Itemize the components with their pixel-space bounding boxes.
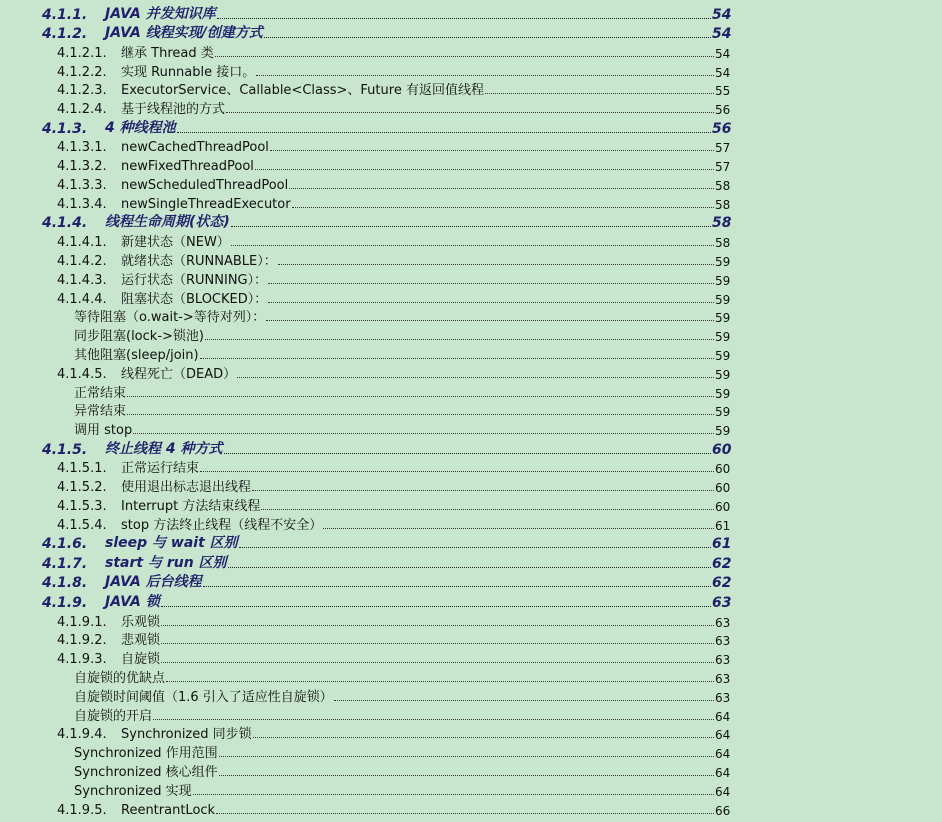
- toc-entry[interactable]: [0, 288, 942, 307]
- toc-entry-title: 继承 Thread 类: [121, 45, 214, 61]
- toc-entry-title: 自旋锁的开启: [74, 708, 153, 724]
- dot-leader: [264, 36, 711, 38]
- toc-entry-page-number: 64: [715, 747, 731, 762]
- toc-entry-page-number: 59: [715, 311, 731, 326]
- toc-entry-title: 同步阻塞(lock->锁池): [74, 329, 204, 345]
- toc-entry-title: stop 方法终止线程（线程不安全）: [121, 517, 323, 533]
- toc-entry-page-number: 58: [715, 197, 731, 212]
- toc-entry-number: 4.1.9.4.: [57, 727, 107, 743]
- toc-entry-page-number: 60: [715, 500, 731, 515]
- toc-entry[interactable]: [0, 552, 942, 572]
- toc-entry-title: JAVA 锁: [105, 593, 160, 610]
- dot-leader: [161, 605, 711, 607]
- toc-entry-number: 4.1.3.1.: [57, 140, 107, 156]
- toc-entry-number: 4.1.4.3.: [57, 272, 107, 288]
- toc-entry-page-number: 64: [715, 709, 731, 724]
- dot-leader: [268, 282, 714, 284]
- dot-leader: [217, 17, 711, 19]
- toc-entry-page-number: 64: [715, 728, 731, 743]
- toc-entry[interactable]: [0, 307, 942, 326]
- dot-leader: [231, 244, 714, 246]
- dot-leader: [226, 111, 714, 113]
- toc-entry-title: JAVA 并发知识库: [105, 5, 216, 22]
- toc-entry-page-number: 59: [715, 273, 731, 288]
- toc-entry-title: newFixedThreadPool: [121, 159, 254, 175]
- toc-entry-page-number: 54: [715, 65, 731, 80]
- toc-entry-title: JAVA 线程实现/创建方式: [105, 25, 263, 41]
- toc-entry[interactable]: [0, 799, 942, 818]
- toc-entry-number: 4.1.5.2.: [57, 480, 107, 496]
- toc-entry[interactable]: [0, 611, 942, 630]
- toc-entry[interactable]: [0, 382, 942, 401]
- toc-entry[interactable]: [0, 667, 942, 686]
- toc-entry-title: 运行状态（RUNNING）：: [121, 272, 268, 288]
- dot-leader: [268, 301, 714, 303]
- dot-leader: [133, 432, 714, 434]
- toc-entry-title: 异常结束: [74, 404, 127, 420]
- toc-entry-page-number: 64: [715, 784, 731, 799]
- toc-entry-page-number: 63: [715, 653, 731, 668]
- toc-entry-title: ReentrantLock: [121, 802, 216, 818]
- toc-entry-page-number: 54: [712, 26, 732, 42]
- toc-entry[interactable]: [0, 137, 942, 156]
- toc-entry-title: 悲观锁: [121, 633, 161, 649]
- toc-entry-page-number: 54: [712, 6, 732, 23]
- dot-leader: [219, 755, 714, 757]
- toc-entry[interactable]: [0, 591, 942, 611]
- toc-entry[interactable]: [0, 438, 942, 458]
- dot-leader: [261, 508, 714, 510]
- dot-leader: [200, 470, 714, 472]
- toc-entry[interactable]: [0, 193, 942, 212]
- toc-entry-title: ExecutorService、Callable<Class>、Future 有返回值线程: [121, 83, 484, 99]
- dot-leader: [252, 489, 714, 491]
- dot-leader: [237, 376, 714, 378]
- dot-leader: [153, 718, 714, 720]
- dot-leader: [253, 736, 714, 738]
- toc-entry[interactable]: [0, 458, 942, 477]
- toc-entry-title: 其他阻塞(sleep/join): [74, 347, 199, 363]
- toc-entry-number: 4.1.2.3.: [57, 83, 107, 99]
- toc-entry-page-number: 59: [715, 424, 731, 439]
- toc-entry-title: 正常运行结束: [121, 461, 200, 477]
- toc-entry-number: 4.1.2.4.: [57, 102, 107, 118]
- toc-entry[interactable]: [0, 780, 942, 799]
- toc-entry-number: 4.1.1.: [42, 6, 88, 23]
- toc-entry-title: 实现 Runnable 接口。: [121, 64, 256, 80]
- toc-entry-number: 4.1.3.4.: [57, 196, 107, 212]
- toc-entry[interactable]: [0, 724, 942, 743]
- toc-entry[interactable]: [0, 174, 942, 193]
- dot-leader: [278, 263, 714, 265]
- toc-entry-page-number: 61: [712, 536, 732, 553]
- toc-entry-number: 4.1.9.2.: [57, 633, 107, 649]
- toc-entry-title: 新建状态（NEW）: [121, 235, 230, 251]
- toc-entry-page-number: 60: [715, 481, 731, 496]
- toc-entry-page-number: 58: [712, 215, 732, 232]
- toc-entry[interactable]: [0, 495, 942, 514]
- toc-entry-number: 4.1.9.3.: [57, 652, 107, 668]
- toc-entry-page-number: 58: [715, 179, 731, 194]
- toc-entry-page-number: 59: [715, 367, 731, 382]
- toc-entry-number: 4.1.4.1.: [57, 235, 107, 251]
- toc-entry-page-number: 59: [715, 405, 731, 420]
- toc-entry[interactable]: [0, 42, 942, 61]
- toc-entry-number: 4.1.5.3.: [57, 499, 107, 515]
- toc-entry[interactable]: [0, 648, 942, 667]
- toc-entry-page-number: 59: [715, 348, 731, 363]
- toc-entry[interactable]: [0, 705, 942, 724]
- toc-entry-title: 乐观锁: [121, 614, 161, 630]
- dot-leader: [127, 413, 714, 415]
- dot-leader: [215, 55, 714, 57]
- toc-entry-number: 4.1.9.1.: [57, 614, 107, 630]
- toc-entry-page-number: 63: [715, 615, 731, 630]
- toc-entry-page-number: 60: [712, 441, 732, 458]
- toc-entry[interactable]: [0, 231, 942, 250]
- dot-leader: [228, 566, 711, 568]
- toc-entry-page-number: 59: [715, 292, 731, 307]
- toc-entry-title: Synchronized 实现: [74, 783, 192, 799]
- dot-leader: [161, 642, 714, 644]
- toc-entry[interactable]: [0, 98, 942, 117]
- toc-entry[interactable]: [0, 419, 942, 438]
- toc-entry-number: 4.1.5.1.: [57, 461, 107, 477]
- toc-entry-number: 4.1.8.: [42, 575, 88, 592]
- toc-entry-number: 4.1.3.: [42, 120, 88, 137]
- toc-entry-page-number: 57: [715, 141, 731, 156]
- toc-entry-number: 4.1.4.2.: [57, 253, 107, 269]
- toc-entry[interactable]: [0, 80, 942, 99]
- toc-entry[interactable]: [0, 155, 942, 174]
- toc-entry-page-number: 59: [715, 386, 731, 401]
- toc-entry-page-number: 54: [715, 46, 731, 61]
- toc-entry-page-number: 63: [715, 672, 731, 687]
- toc-entry-page-number: 64: [715, 766, 731, 780]
- dot-leader: [166, 680, 714, 682]
- toc-entry[interactable]: [0, 325, 942, 344]
- toc-entry-page-number: 63: [715, 634, 731, 649]
- toc-entry-title: 调用 stop: [74, 423, 133, 439]
- dot-leader: [255, 168, 714, 170]
- toc-entry-title: 就绪状态（RUNNABLE）：: [121, 253, 277, 269]
- toc-entry[interactable]: [0, 742, 942, 761]
- table-of-contents: [0, 3, 942, 818]
- toc-entry[interactable]: [0, 514, 942, 533]
- toc-entry-number: 4.1.9.: [42, 594, 88, 611]
- dot-leader: [161, 624, 714, 626]
- toc-entry-page-number: 57: [715, 160, 731, 175]
- toc-entry-number: 4.1.5.4.: [57, 517, 107, 533]
- toc-entry-page-number: 59: [715, 254, 731, 269]
- toc-entry[interactable]: [0, 250, 942, 269]
- toc-entry-number: 4.1.2.2.: [57, 64, 107, 80]
- dot-leader: [161, 661, 714, 663]
- toc-entry[interactable]: [0, 686, 942, 705]
- toc-entry[interactable]: [0, 363, 942, 382]
- toc-entry-title: 线程生命周期(状态): [105, 214, 230, 231]
- toc-entry-number: 4.1.6.: [42, 536, 88, 553]
- toc-entry-title: newCachedThreadPool: [121, 140, 269, 156]
- toc-entry-page-number: 55: [715, 84, 731, 99]
- toc-entry-title: 等待阻塞（o.wait->等待对列）：: [74, 310, 266, 326]
- toc-entry-page-number: 61: [715, 518, 731, 533]
- toc-entry-page-number: 58: [715, 236, 731, 251]
- toc-entry-title: newScheduledThreadPool: [121, 178, 289, 194]
- dot-leader: [200, 357, 714, 359]
- toc-entry-page-number: 66: [715, 803, 731, 818]
- toc-entry[interactable]: [0, 117, 942, 137]
- dot-leader: [177, 131, 711, 133]
- toc-entry-title: 终止线程 4 种方式: [105, 440, 223, 457]
- toc-entry-title: start 与 run 区别: [105, 554, 227, 571]
- toc-entry-title: Synchronized 同步锁: [121, 727, 252, 743]
- toc-entry-number: 4.1.2.1.: [57, 45, 107, 61]
- dot-leader: [239, 546, 711, 548]
- toc-entry-title: 阻塞状态（BLOCKED）：: [121, 291, 268, 307]
- toc-entry-title: sleep 与 wait 区别: [105, 535, 238, 552]
- dot-leader: [289, 187, 714, 189]
- toc-entry[interactable]: [0, 630, 942, 649]
- dot-leader: [219, 774, 714, 776]
- toc-entry-number: 4.1.7.: [42, 555, 88, 572]
- toc-entry-number: 4.1.4.4.: [57, 291, 107, 307]
- dot-leader: [485, 92, 714, 94]
- toc-entry-page-number: 59: [715, 330, 731, 345]
- toc-entry[interactable]: [0, 761, 942, 780]
- dot-leader: [323, 527, 714, 529]
- toc-entry-page-number: 56: [712, 120, 732, 137]
- toc-entry-number: 4.1.5.: [42, 441, 88, 458]
- toc-entry[interactable]: [0, 269, 942, 288]
- dot-leader: [256, 74, 714, 76]
- toc-entry-title: Synchronized 作用范围: [74, 746, 218, 762]
- dot-leader: [231, 225, 711, 227]
- toc-entry-title: JAVA 后台线程: [105, 574, 202, 591]
- dot-leader: [334, 699, 714, 701]
- toc-entry[interactable]: [0, 3, 942, 23]
- toc-entry-title: 线程死亡（DEAD）: [121, 366, 237, 382]
- toc-entry-page-number: 62: [712, 575, 732, 592]
- toc-entry-number: 4.1.4.: [42, 215, 88, 232]
- toc-entry-title: 使用退出标志退出线程: [121, 480, 252, 496]
- toc-entry-number: 4.1.2.: [42, 26, 88, 42]
- toc-entry-title: newSingleThreadExecutor: [121, 196, 291, 212]
- dot-leader: [203, 585, 711, 587]
- toc-entry-title: 4 种线程池: [105, 119, 176, 136]
- toc-entry-number: 4.1.3.3.: [57, 178, 107, 194]
- toc-entry-title: 自旋锁: [121, 652, 161, 668]
- toc-entry-title: 基于线程池的方式: [121, 102, 226, 118]
- toc-entry-title: Interrupt 方法结束线程: [121, 499, 261, 515]
- toc-entry[interactable]: [0, 61, 942, 80]
- toc-entry[interactable]: [0, 212, 942, 232]
- toc-entry-title: 自旋锁时间阈值（1.6 引入了适应性自旋锁）: [74, 689, 333, 705]
- toc-entry-page-number: 62: [712, 555, 732, 572]
- dot-leader: [127, 395, 714, 397]
- toc-entry-number: 4.1.4.5.: [57, 366, 107, 382]
- dot-leader: [216, 812, 714, 814]
- dot-leader: [224, 452, 712, 454]
- toc-entry-page-number: 60: [715, 462, 731, 477]
- toc-entry[interactable]: [0, 572, 942, 592]
- toc-entry[interactable]: [0, 533, 942, 553]
- toc-entry-page-number: 63: [712, 594, 732, 611]
- toc-entry-title: 正常结束: [74, 385, 127, 401]
- toc-entry-page-number: 63: [715, 690, 731, 705]
- toc-entry[interactable]: [0, 23, 942, 43]
- toc-entry-title: Synchronized 核心组件: [74, 765, 218, 780]
- toc-entry[interactable]: [0, 344, 942, 363]
- dot-leader: [193, 793, 714, 795]
- dot-leader: [292, 206, 714, 208]
- toc-entry-page-number: 56: [715, 103, 731, 118]
- toc-entry-title: 自旋锁的优缺点: [74, 671, 166, 687]
- dot-leader: [205, 338, 714, 340]
- dot-leader: [270, 149, 714, 151]
- toc-entry[interactable]: [0, 401, 942, 420]
- toc-entry-number: 4.1.9.5.: [57, 802, 107, 818]
- toc-entry[interactable]: [0, 476, 942, 495]
- toc-entry-number: 4.1.3.2.: [57, 159, 107, 175]
- dot-leader: [266, 319, 714, 321]
